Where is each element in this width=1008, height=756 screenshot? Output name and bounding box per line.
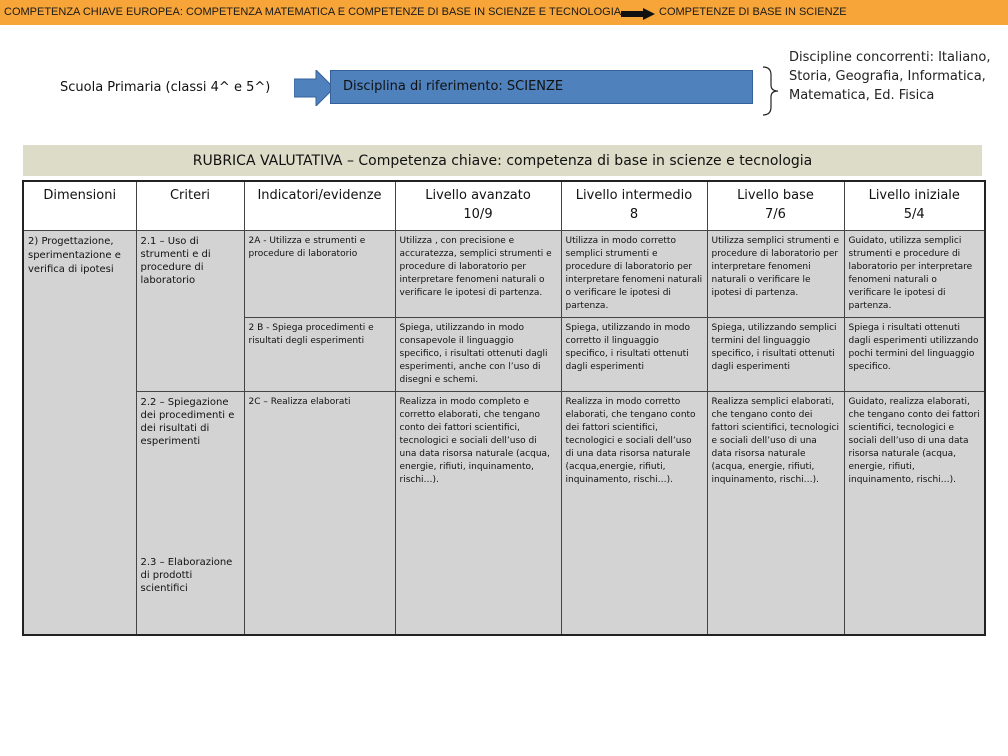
table-header-row [23,181,985,231]
column-header-dimensions: Dimensioni [23,181,136,231]
competence-subtitle: COMPETENZE DI BASE IN SCIENZE [659,6,847,18]
basic-cell-2c: Realizza semplici elaborati, che tengano conto dei fattori scientifici, tecnologici e sociali dell’uso di una data risorsa naturale (acqua, energie, rifiuti, inquinamento, rischi…). [707,392,844,636]
rubric-table [22,180,986,636]
indicator-cell-2a: 2A - Utilizza e strumenti e procedure di laboratorio [244,231,395,318]
column-header-indicators: Indicatori/evidenze [244,181,395,231]
initial-cell-2a: Guidato, utilizza semplici strumenti e procedure di laboratorio per interpretare fenomeni naturali o verificare le ipotesi di partenza. [844,231,985,318]
school-level-label: Scuola Primaria (classi 4^ e 5^) [60,80,271,95]
basic-cell-2b: Spiega, utilizzando semplici termini del linguaggio specifico, i risultati ottenuti dagli esperimenti [707,318,844,392]
table-row [23,392,985,636]
right-arrow-icon [621,8,655,20]
criteria-cell-2-2-2-3 [136,392,244,636]
dimension-cell: 2) Progettazione, sperimentazione e verifica di ipotesi [23,231,136,636]
column-header-initial: Livello iniziale 5/4 [844,181,985,231]
advanced-cell-2b: Spiega, utilizzando in modo consapevole il linguaggio specifico, i risultati ottenuti dagli esperimenti, anche con l’uso di disegni e schemi. [395,318,561,392]
column-header-basic: Livello base 7/6 [707,181,844,231]
chevron-arrow-icon [294,70,334,106]
basic-cell-2a: Utilizza semplici strumenti e procedure di laboratorio per interpretare fenomeni naturali o verificare le ipotesi di partenza. [707,231,844,318]
criterion-cell-2-1: 2.1 – Uso di strumenti e di procedure di laboratorio [136,231,244,392]
initial-cell-2b: Spiega i risultati ottenuti dagli esperimenti utilizzando pochi termini del linguaggio specifico. [844,318,985,392]
rubric-title: RUBRICA VALUTATIVA – Competenza chiave: competenza di base in scienze e tecnologia [23,145,982,176]
advanced-cell-2a: Utilizza , con precisione e accuratezza, semplici strumenti e procedure di laboratorio per interpretare fenomeni naturali o verificare le ipotesi di partenza. [395,231,561,318]
intermediate-cell-2a: Utilizza in modo corretto semplici strumenti e procedure di laboratorio per interpretare fenomeni naturali o verificare le ipotesi di partenza. [561,231,707,318]
advanced-cell-2c: Realizza in modo completo e corretto elaborati, che tengano conto dei fattori scientifici, tecnologici e sociali dell’uso di una data risorsa naturale (acqua, energie, rifiuti, inquinamento, rischi…). [395,392,561,636]
column-header-advanced: Livello avanzato 10/9 [395,181,561,231]
reference-discipline-box: Disciplina di riferimento: SCIENZE [330,70,753,104]
competence-title: COMPETENZA CHIAVE EUROPEA: COMPETENZA MATEMATICA E COMPETENZE DI BASE IN SCIENZE E TECNOLOGIA [4,6,622,18]
initial-cell-2c: Guidato, realizza elaborati, che tengano conto dei fattori scientifici, tecnologici e sociali dell’uso di una data risorsa naturale (acqua, energie, rifiuti, inquinamento, rischi…). [844,392,985,636]
criterion-2-2: 2.2 – Spiegazione dei procedimenti e dei risultati di esperimenti [140,397,235,447]
brace-icon [760,65,782,117]
table-row [23,231,985,318]
criterion-2-3: 2.3 – Elaborazione di prodotti scientifici [140,557,233,594]
indicator-cell-2b: 2 B - Spiega procedimenti e risultati degli esperimenti [244,318,395,392]
indicator-cell-2c: 2C – Realizza elaborati [244,392,395,636]
concurrent-disciplines: Discipline concorrenti: Italiano, Storia, Geografia, Informatica, Matematica, Ed. Fisica [789,50,991,103]
column-header-intermediate: Livello intermedio 8 [561,181,707,231]
top-competence-bar [0,0,1008,25]
intermediate-cell-2c: Realizza in modo corretto elaborati, che tengano conto dei fattori scientifici, tecnologici e sociali dell’uso di una data risorsa naturale (acqua,energie, rifiuti, inquinamento, rischi…). [561,392,707,636]
intermediate-cell-2b: Spiega, utilizzando in modo corretto il linguaggio specifico, i risultati ottenuti dagli esperimenti [561,318,707,392]
column-header-criteria: Criteri [136,181,244,231]
